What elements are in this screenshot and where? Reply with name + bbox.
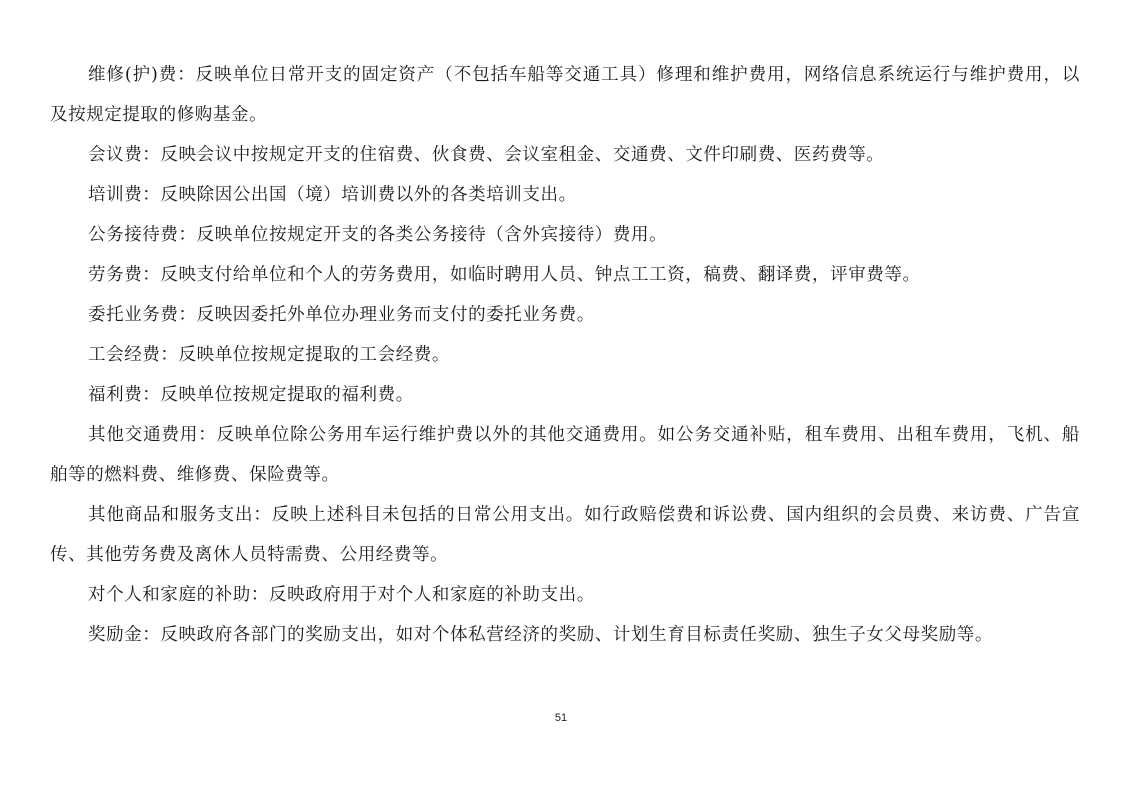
body-text xyxy=(50,55,1080,655)
paragraph-other-goods-services: 其他商品和服务支出：反映上述科目未包括的日常公用支出。如行政赔偿费和诉讼费、国内组织的会员费、来访费、广告宣传、其他劳务费及离休人员特需费、公用经费等。 xyxy=(50,505,1080,565)
paragraph-union-fee: 工会经费：反映单位按规定提取的工会经费。 xyxy=(88,345,450,365)
paragraph-meeting-fee: 会议费：反映会议中按规定开支的住宿费、伙食费、会议室租金、交通费、文件印刷费、医药费等。 xyxy=(88,145,885,165)
paragraph-training-fee: 培训费：反映除因公出国（境）培训费以外的各类培训支出。 xyxy=(88,185,577,205)
paragraph-subsidy-individuals: 对个人和家庭的补助：反映政府用于对个人和家庭的补助支出。 xyxy=(88,585,595,605)
page-number: 51 xyxy=(554,712,568,724)
paragraph-repair-fee: 维修(护)费：反映单位日常开支的固定资产（不包括车船等交通工具）修理和维护费用，网络信息系统运行与维护费用，以及按规定提取的修购基金。 xyxy=(50,65,1080,125)
paragraph-labor-fee: 劳务费：反映支付给单位和个人的劳务费用，如临时聘用人员、钟点工工资，稿费、翻译费，评审费等。 xyxy=(88,265,921,285)
paragraph-reception-fee: 公务接待费：反映单位按规定开支的各类公务接待（含外宾接待）费用。 xyxy=(88,225,668,245)
paragraph-reward-fund: 奖励金：反映政府各部门的奖励支出，如对个体私营经济的奖励、计划生育目标责任奖励、独生子女父母奖励等。 xyxy=(88,625,993,645)
paragraph-other-transport-fee: 其他交通费用：反映单位除公务用车运行维护费以外的其他交通费用。如公务交通补贴，租车费用、出租车费用，飞机、船舶等的燃料费、维修费、保险费等。 xyxy=(50,425,1080,485)
paragraph-commission-fee: 委托业务费：反映因委托外单位办理业务而支付的委托业务费。 xyxy=(88,305,595,325)
paragraph-welfare-fee: 福利费：反映单位按规定提取的福利费。 xyxy=(88,385,414,405)
